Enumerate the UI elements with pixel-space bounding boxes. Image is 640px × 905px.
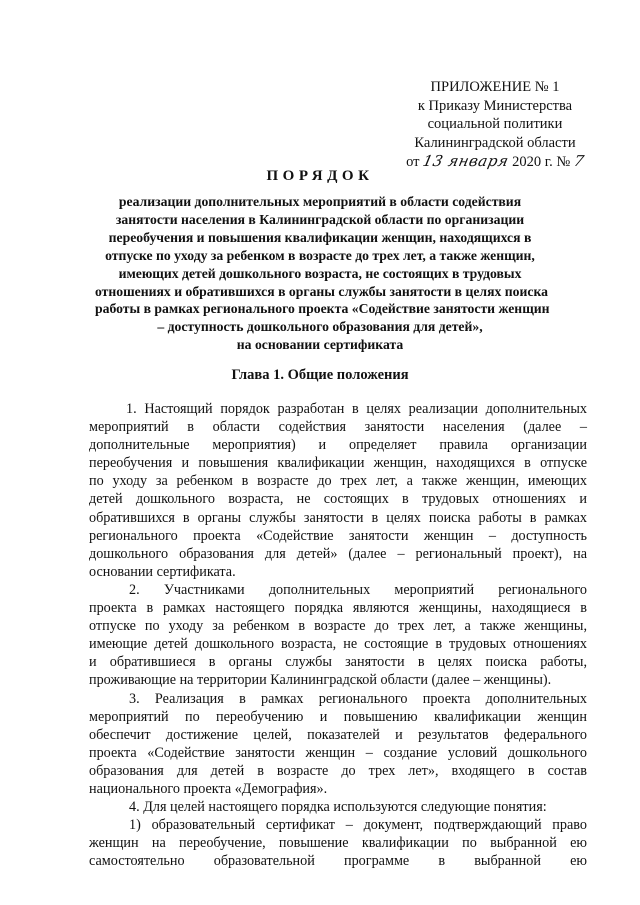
- paragraph-3-line: мероприятий по переобучению и повышению квалификации женщин: [89, 708, 587, 725]
- document-title: ПОРЯДОК: [266, 168, 374, 184]
- paragraph-2-line: отпуске по уходу за ребенком в возрасте до трех лет, а также женщины,: [89, 618, 587, 635]
- paragraph-2-line: и обратившиеся в органы службы занятости в целях поиска работы,: [89, 654, 587, 671]
- subtitle-line: занятости населения в Калининградской области по организации: [115, 211, 525, 227]
- date-year: 2020 г. №: [512, 154, 571, 171]
- handwritten-number: 7: [571, 152, 586, 171]
- paragraph-1-line: регионального проекта «Содействие занятости женщин – доступность: [89, 527, 587, 544]
- document-body: [89, 400, 587, 870]
- paragraph-1-line: дошкольного образования для детей» (далее – региональный проект), на: [89, 545, 587, 562]
- subtitle-line: имеющих детей дошкольного возраста, не состоящих в трудовых: [118, 265, 522, 281]
- paragraph-1-line: переобучения и повышения квалификации женщин, находящихся в отпуске: [89, 455, 587, 472]
- paragraph-3-line: проекта «Содействие занятости женщин – создание условий дошкольного: [89, 744, 587, 761]
- paragraph-1-line: детей дошкольного возраста, не состоящих в трудовых отношениях и: [89, 491, 587, 508]
- paragraph-2-line: проекта в рамках настоящего порядка являются женщины, находящиеся в: [89, 600, 587, 617]
- subtitle-line: отпуске по уходу за ребенком в возрасте до трех лет, а также женщин,: [105, 247, 535, 263]
- paragraph-2-line: проживающие на территории Калининградской области (далее – женщины).: [89, 672, 552, 689]
- subtitle-line: – доступность дошкольного образования для детей»,: [157, 319, 483, 335]
- subtitle-line: на основании сертификата: [236, 337, 404, 353]
- paragraph-1-line: мероприятий в области содействия занятости населения (далее –: [89, 419, 587, 436]
- paragraph-4-line: женщин на переобучение, повышение квалификации по выбранной ею: [89, 835, 587, 852]
- subtitle-line: переобучения и повышения квалификации женщин, находящихся в: [108, 229, 532, 245]
- date-prefix: от: [406, 154, 420, 171]
- chapter-heading: Глава 1. Общие положения: [231, 367, 409, 383]
- subtitle-line: отношениях и обратившихся в органы службы занятости в целях поиска: [95, 283, 548, 299]
- paragraph-3-line: национального проекта «Демография».: [89, 780, 328, 797]
- paragraph-3-line: обеспечит достижение целей, показателей и результатов федерального: [89, 726, 587, 743]
- appendix-region-line: Калининградской области: [414, 134, 576, 151]
- handwritten-date: 13 января: [421, 152, 511, 171]
- appendix-block: [395, 78, 595, 172]
- paragraph-2-line: имеющие детей дошкольного возраста, не состоящие в трудовых отношениях: [89, 636, 587, 653]
- paragraph-3-line: 3. Реализация в рамках регионального проекта дополнительных: [129, 690, 587, 707]
- paragraph-3-line: образования для детей в возрасте до трех лет», входящего в состав: [89, 762, 587, 779]
- paragraph-1-line: дополнительные мероприятия) и определяет правила организации: [89, 437, 587, 454]
- paragraph-1-line: обратившихся в органы службы занятости в целях поиска работы в рамках: [89, 509, 587, 526]
- paragraph-4-line: 4. Для целей настоящего порядка используются следующие понятия:: [129, 799, 547, 816]
- paragraph-1-line: основании сертификата.: [89, 563, 236, 580]
- paragraph-4-line: самостоятельно образовательной программе в выбранной ею: [89, 853, 587, 870]
- subtitle-line: работы в рамках регионального проекта «Содействие занятости женщин: [95, 301, 550, 317]
- appendix-order-line: к Приказу Министерства: [417, 97, 573, 114]
- subtitle-line: реализации дополнительных мероприятий в области содействия: [118, 194, 522, 209]
- paragraph-4-line: 1) образовательный сертификат – документ, подтверждающий право: [129, 817, 587, 834]
- document-subtitle: [95, 193, 550, 354]
- paragraph-2-line: 2. Участниками дополнительных мероприятий регионального: [129, 581, 587, 598]
- paragraph-1-line: по уходу за ребенком в возрасте до трех лет, а также женщин, имеющих: [89, 473, 587, 490]
- appendix-heading: ПРИЛОЖЕНИЕ № 1: [430, 79, 560, 95]
- appendix-ministry-line: социальной политики: [427, 116, 563, 133]
- paragraph-1-line: 1. Настоящий порядок разработан в целях реализации дополнительных: [126, 401, 587, 417]
